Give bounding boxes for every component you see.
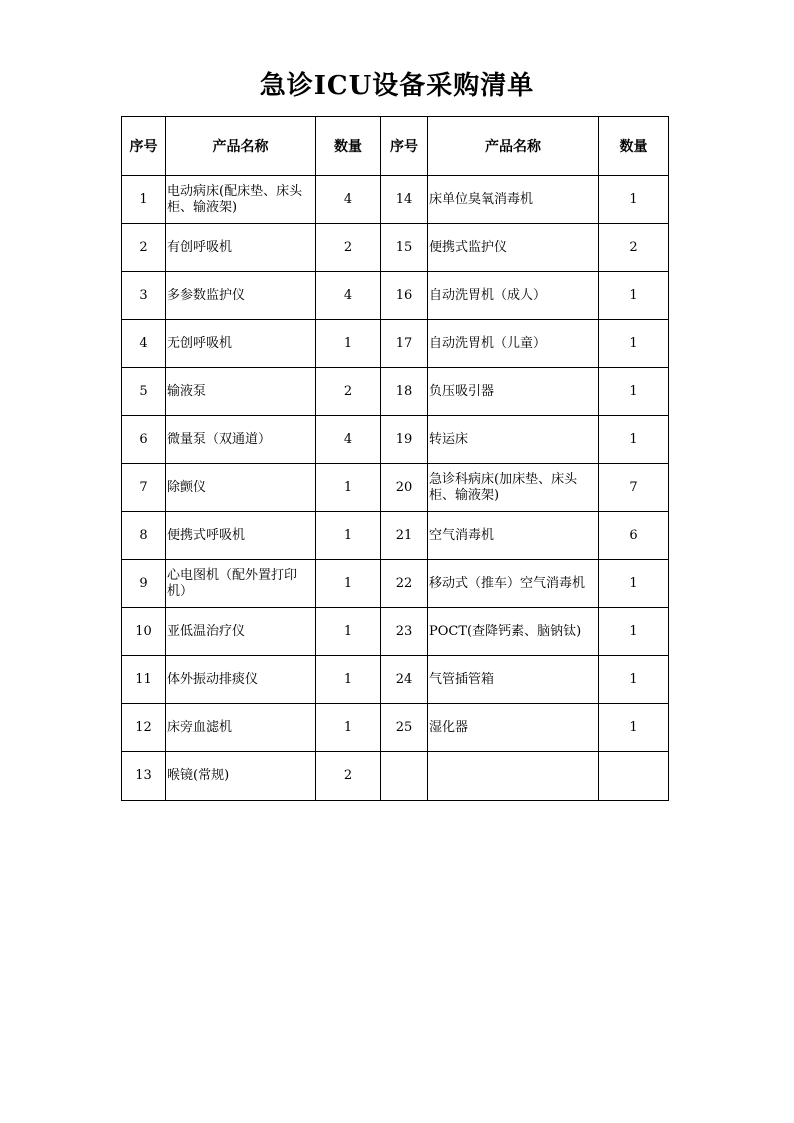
table-row (122, 704, 669, 752)
cell-qty-right: 1 (599, 608, 669, 656)
cell-seq-left: 13 (122, 752, 166, 801)
cell-qty-left: 1 (316, 464, 381, 512)
cell-seq-right: 25 (381, 704, 428, 752)
cell-qty-right: 1 (599, 656, 669, 704)
cell-seq-right: 24 (381, 656, 428, 704)
cell-name-right: 自动洗胃机（成人） (428, 272, 599, 320)
header-name-left: 产品名称 (166, 117, 316, 176)
cell-qty-left: 2 (316, 368, 381, 416)
cell-seq-right: 20 (381, 464, 428, 512)
cell-qty-left: 1 (316, 656, 381, 704)
table-row (122, 272, 669, 320)
cell-name-left: 输液泵 (166, 368, 316, 416)
table-row (122, 464, 669, 512)
cell-seq-left: 4 (122, 320, 166, 368)
cell-name-left: 除颤仪 (166, 464, 316, 512)
cell-qty-right: 1 (599, 368, 669, 416)
cell-seq-left: 3 (122, 272, 166, 320)
table-row (122, 656, 669, 704)
cell-name-right: 气管插管箱 (428, 656, 599, 704)
cell-qty-left: 1 (316, 704, 381, 752)
cell-qty-right (599, 752, 669, 801)
cell-seq-right: 22 (381, 560, 428, 608)
cell-name-left: 无创呼吸机 (166, 320, 316, 368)
header-seq-left: 序号 (122, 117, 166, 176)
cell-qty-left: 2 (316, 752, 381, 801)
cell-qty-left: 1 (316, 512, 381, 560)
cell-name-left: 喉镜(常规) (166, 752, 316, 801)
cell-name-left: 亚低温治疗仪 (166, 608, 316, 656)
cell-name-left: 心电图机（配外置打印机） (166, 560, 316, 608)
cell-name-right: 自动洗胃机（儿童） (428, 320, 599, 368)
cell-qty-right: 1 (599, 416, 669, 464)
cell-name-left: 体外振动排痰仪 (166, 656, 316, 704)
table-row (122, 224, 669, 272)
header-qty-right: 数量 (599, 117, 669, 176)
equipment-table (121, 116, 669, 801)
cell-name-right: 急诊科病床(加床垫、床头柜、输液架) (428, 464, 599, 512)
header-name-right: 产品名称 (428, 117, 599, 176)
cell-seq-right: 23 (381, 608, 428, 656)
table-header-row (122, 117, 669, 176)
cell-qty-right: 1 (599, 320, 669, 368)
table-row (122, 560, 669, 608)
cell-qty-left: 1 (316, 320, 381, 368)
cell-seq-left: 8 (122, 512, 166, 560)
cell-name-right: 空气消毒机 (428, 512, 599, 560)
cell-qty-right: 2 (599, 224, 669, 272)
cell-name-right: 便携式监护仪 (428, 224, 599, 272)
header-qty-left: 数量 (316, 117, 381, 176)
cell-name-left: 多参数监护仪 (166, 272, 316, 320)
cell-qty-left: 1 (316, 560, 381, 608)
cell-seq-right: 21 (381, 512, 428, 560)
cell-name-left: 有创呼吸机 (166, 224, 316, 272)
cell-seq-left: 10 (122, 608, 166, 656)
table-row (122, 512, 669, 560)
cell-seq-left: 1 (122, 176, 166, 224)
cell-qty-right: 1 (599, 272, 669, 320)
cell-seq-left: 11 (122, 656, 166, 704)
table-row (122, 176, 669, 224)
cell-seq-left: 9 (122, 560, 166, 608)
cell-name-left: 微量泵（双通道） (166, 416, 316, 464)
cell-seq-left: 6 (122, 416, 166, 464)
cell-name-right: 移动式（推车）空气消毒机 (428, 560, 599, 608)
cell-qty-left: 4 (316, 272, 381, 320)
cell-seq-right: 19 (381, 416, 428, 464)
cell-seq-left: 12 (122, 704, 166, 752)
cell-seq-right: 17 (381, 320, 428, 368)
cell-name-right: 转运床 (428, 416, 599, 464)
table-row (122, 368, 669, 416)
table-row (122, 416, 669, 464)
cell-name-right: 负压吸引器 (428, 368, 599, 416)
cell-qty-left: 4 (316, 176, 381, 224)
cell-qty-left: 2 (316, 224, 381, 272)
cell-name-left: 便携式呼吸机 (166, 512, 316, 560)
cell-name-left: 床旁血滤机 (166, 704, 316, 752)
cell-seq-right: 18 (381, 368, 428, 416)
cell-seq-left: 7 (122, 464, 166, 512)
cell-qty-right: 6 (599, 512, 669, 560)
cell-seq-left: 2 (122, 224, 166, 272)
cell-name-right: 湿化器 (428, 704, 599, 752)
cell-name-right: 床单位臭氧消毒机 (428, 176, 599, 224)
table-row (122, 608, 669, 656)
cell-seq-right: 15 (381, 224, 428, 272)
cell-qty-right: 1 (599, 704, 669, 752)
cell-qty-right: 1 (599, 560, 669, 608)
cell-qty-right: 1 (599, 176, 669, 224)
cell-qty-left: 4 (316, 416, 381, 464)
cell-name-left: 电动病床(配床垫、床头柜、输液架) (166, 176, 316, 224)
cell-seq-right: 16 (381, 272, 428, 320)
cell-seq-right (381, 752, 428, 801)
table-row (122, 752, 669, 801)
cell-seq-left: 5 (122, 368, 166, 416)
cell-name-right: POCT(查降钙素、脑钠钛) (428, 608, 599, 656)
cell-qty-left: 1 (316, 608, 381, 656)
cell-seq-right: 14 (381, 176, 428, 224)
cell-qty-right: 7 (599, 464, 669, 512)
page-title: 急诊ICU设备采购清单 (259, 71, 535, 101)
table-body (122, 176, 669, 801)
table-row (122, 320, 669, 368)
header-seq-right: 序号 (381, 117, 428, 176)
cell-name-right (428, 752, 599, 801)
